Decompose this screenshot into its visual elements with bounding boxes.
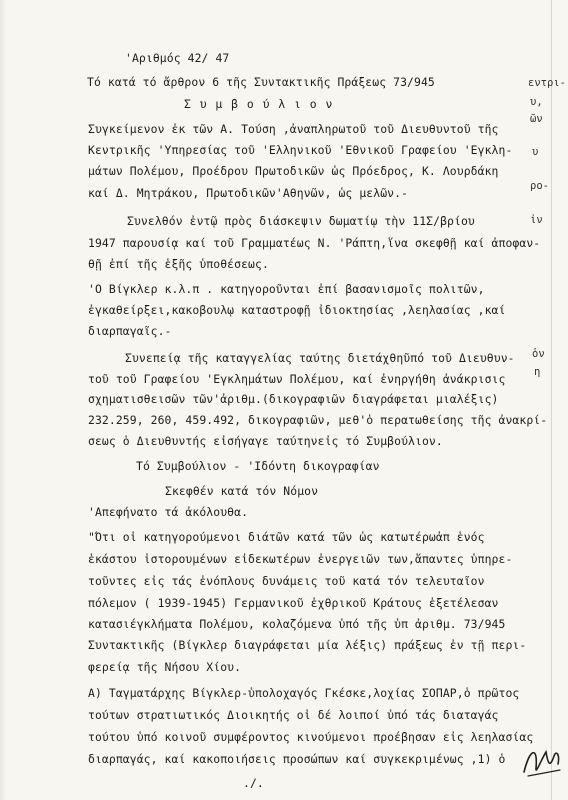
para5-line6: Συντακτικῆς (Βίγκλερ διαγράφεται μία λέξις) πράξεως ἐν τῇ περι- bbox=[88, 638, 527, 652]
margin-note: υ bbox=[532, 146, 539, 158]
margin-note: ῶν bbox=[530, 113, 543, 125]
para1-line2: Κεντρικῆς 'Υπηρεσίας τοῦ 'Ελληνικοῦ 'Εθνικοῦ Γραφείου 'Εγκλη- bbox=[88, 143, 513, 157]
para5-line2: ἑκάστου ἱστορουμένων εἰδεκωτέρων ἐνεργειῶν των,ἅπαντες ὑπηρε- bbox=[88, 552, 513, 566]
para5-line5: κατασιέγκλήματα Πολέμου, κολαζόμενα ὑπό τῆς ὑπ ἀριθμ. 73/945 bbox=[88, 617, 506, 631]
document-title: Σ υ μ β ο ύ λ ι ο ν bbox=[184, 97, 334, 111]
margin-note: ἰν bbox=[530, 214, 543, 226]
para2-line1: Συνελθόν ἐντῷ πρὸς διάσκεψιν δωματίῳ τὴν 11Σ/βρίου bbox=[127, 214, 475, 228]
page-fold-line bbox=[551, 0, 552, 800]
margin-note: εντρι- bbox=[528, 77, 566, 89]
council-heading: Τό Συμβούλιον - 'Ιδόντη δικογραφίαν bbox=[136, 459, 380, 473]
para5-line4: πόλεμον ( 1939-1945) Γερμανικοῦ ἐχθρικοῦ Κράτους ἐξετέλεσαν bbox=[88, 596, 499, 610]
page-continuation-mark: ./. bbox=[243, 776, 264, 790]
para6-line2: τούτων στρατιωτικός Διοικητής οἱ δέ λοιποί ὑπό τάς διαταγάς bbox=[88, 708, 499, 722]
document-number: 'Αριθμός 42/ 47 bbox=[125, 51, 230, 65]
para6-line3: τούτου ὑπό κοινοῦ συμφέροντος κινούμενοι προέβησαν εἰς λεηλασίας bbox=[88, 730, 534, 744]
para4-line5: σεως ὁ Διευθυντής εἰσήγαγε ταύτηνεἰς τό Συμβούλιον. bbox=[88, 434, 443, 448]
para4-line3: σχηματισθεισῶν τῶν'ἀριθμ.(δικογραφιῶν διαγράφεται μιαλέξις) bbox=[88, 392, 499, 406]
para2-line2: 1947 παρουσίᾳ καί τοῦ Γραμματέως Ν. 'Ράπτη,ἵνα σκεφθῇ καί ἀποφαν- bbox=[88, 236, 541, 250]
para4-line2: τοῦ τοῦ Γραφείου 'Εγκλημάτων Πολέμου, καί ἐνηργήθη ἀνάκρισις bbox=[88, 372, 506, 386]
handwritten-initials bbox=[520, 738, 564, 780]
para5-line7: φερείᾳ τῆς Νήσου Χίου. bbox=[88, 660, 242, 674]
para4-line4: 232.259, 260, 459.492, δικογραφιῶν, μεθ'ὁ περατωθείσης τῆς ἀνακρί- bbox=[88, 413, 548, 427]
para1-line1: Συγκείμενον ἐκ τῶν Α. Τούση ,ἀναπληρωτοῦ τοῦ Διευθυντοῦ τῆς bbox=[88, 122, 499, 136]
para6-line4: διαρπαγάς, καί κακοποιήσεις προσώπων καί συγκεκριμένως ,1) ὁ bbox=[88, 752, 506, 766]
margin-note: η bbox=[534, 366, 541, 378]
para3-line3: διαρπαγαῖς.- bbox=[88, 324, 172, 338]
para5-line3: τοῦντες εἰς τάς ἐνόπλους δυνάμεις τοῦ κατά τόν τελευταῖον bbox=[88, 574, 485, 588]
para3-line2: ἐγκαθείρξει,κακοβουλῳ καταστροφῇ ἰδιοκτησίας ,λεηλασίας ,καί bbox=[88, 303, 506, 317]
para5-line1: "Ότι οἱ κατηγορούμενοι διάτῶν κατά τῶν ὡς κατωτέρωἀπ ἑνός bbox=[88, 530, 485, 544]
margin-note: υ, bbox=[530, 96, 543, 108]
margin-note: ὁν bbox=[532, 348, 545, 360]
act-reference: Τό κατά τό ἄρθρον 6 τῆς Συντακτικῆς Πράξεως 73/945 bbox=[87, 75, 435, 89]
margin-note: ρο- bbox=[530, 180, 549, 192]
para4-line1: Συνεπείᾳ τῆς καταγγελίας ταύτης διετάχθηῦπό τοῦ Διευθυν- bbox=[125, 351, 515, 365]
para6-line1: Α) Ταγματάρχης Βίγκλερ-ὑπολοχαγός Γκέσκε,λοχίας ΣΟΠΑΡ,ὁ πρῶτος bbox=[88, 686, 520, 700]
para3-line1: 'Ο Βίγκλερ κ.λ.π . κατηγοροῦνται ἐπί βασανισμοῖς πολιτῶν, bbox=[88, 282, 485, 296]
para2-line3: θῇ ἐπί τῆς ἑξῆς ὑποθέσεως. bbox=[88, 257, 269, 271]
para1-line4: καί Δ. Μητράκου, Πρωτοδικῶν'Αθηνῶν, ὡς μελῶν.- bbox=[88, 186, 409, 200]
scan-edge bbox=[0, 0, 6, 800]
para1-line3: μάτων Πολέμου, Προέδρου Πρωτοδικῶν ὡς Πρόεδρος, Κ. Λουρδάκη bbox=[88, 164, 499, 178]
decided-heading: 'Απεφήνατο τά ἀκόλουθα. bbox=[88, 505, 249, 519]
law-heading: Σκεφθέν κατά τόν Νόμον bbox=[165, 484, 319, 498]
